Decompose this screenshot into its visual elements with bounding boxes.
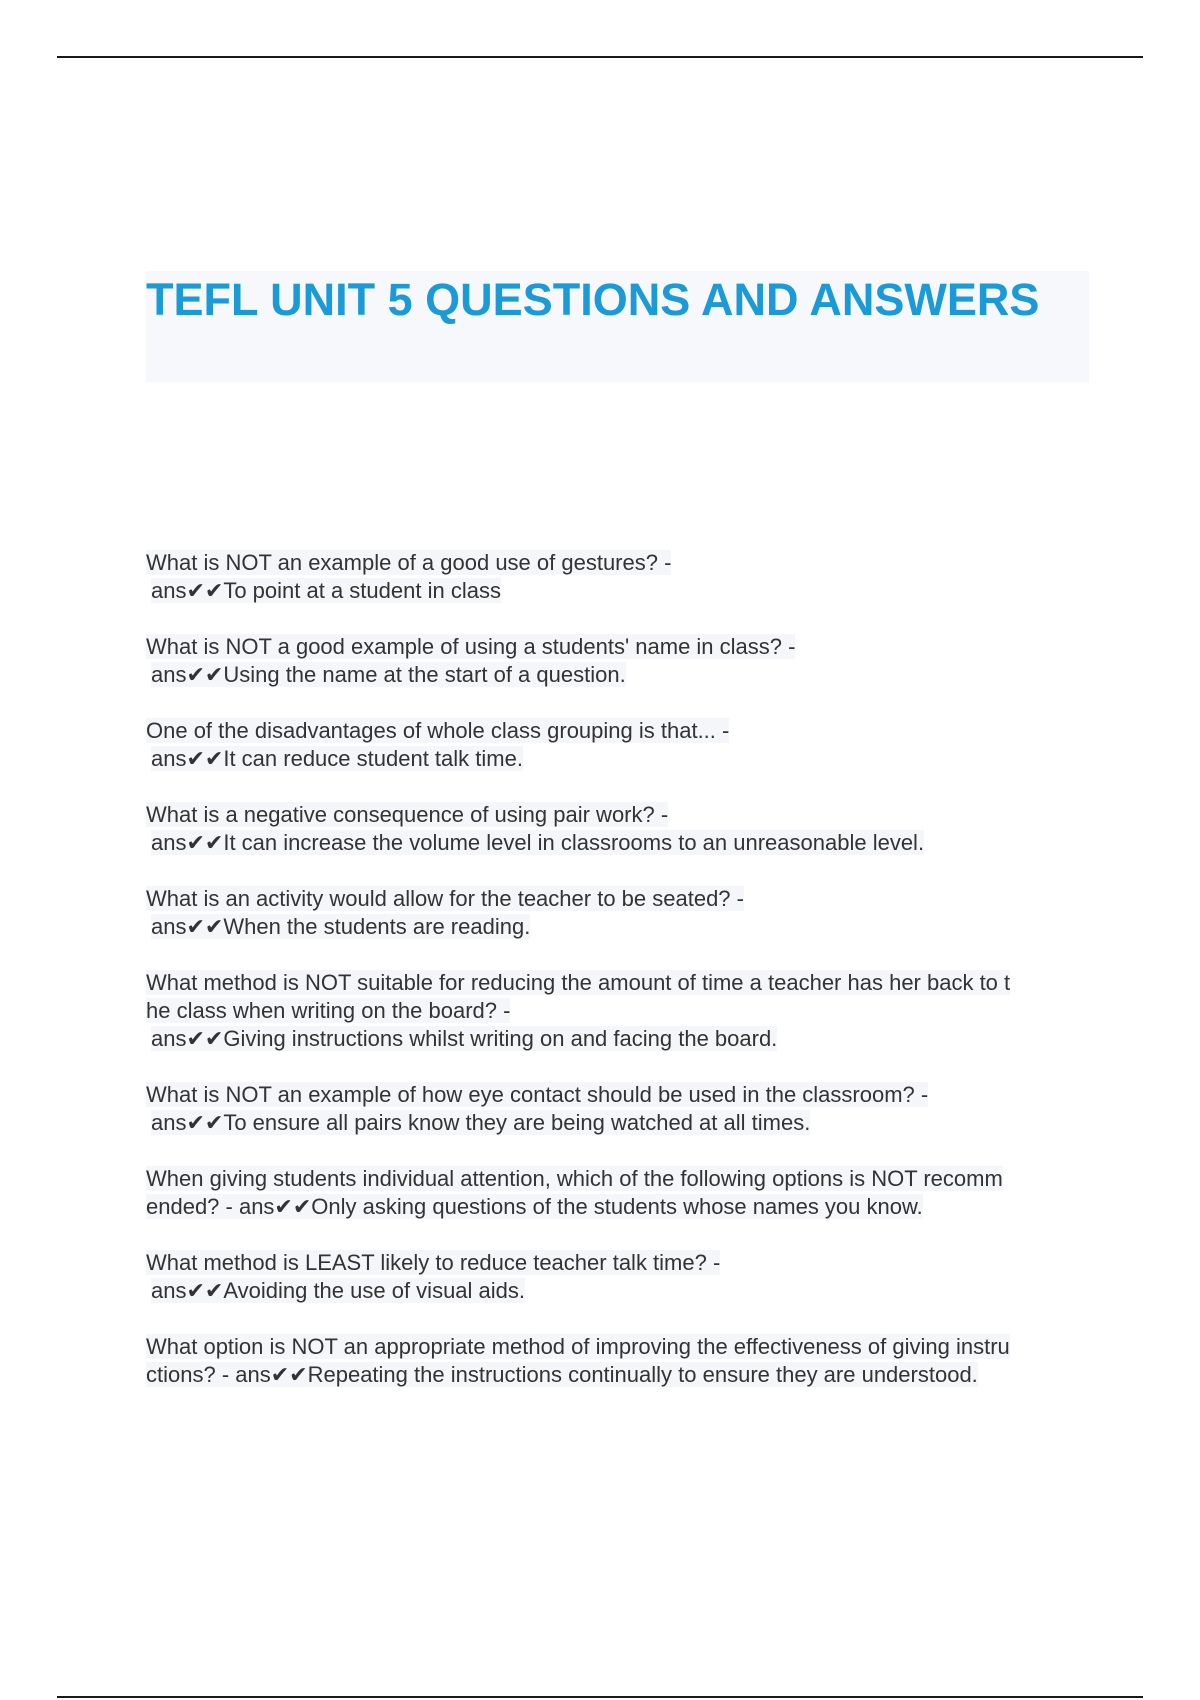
question-5: What is an activity would allow for the teacher to be seated? -	[146, 886, 744, 911]
qa-item-1	[146, 549, 1091, 605]
question-6: What method is NOT suitable for reducing the amount of time a teacher has her back to t he class when writing on the board? -	[146, 970, 1011, 1023]
qa-item-6	[146, 969, 1091, 1053]
answer-7: ans✔✔To ensure all pairs know they are being watched at all times.	[151, 1110, 811, 1135]
qa-item-8	[146, 1165, 1091, 1221]
document-title: TEFL UNIT 5 QUESTIONS AND ANSWERS	[146, 274, 1040, 325]
answer-5: ans✔✔When the students are reading.	[151, 914, 531, 939]
question-10: What option is NOT an appropriate method of improving the effectiveness of giving instru ctions? - ans✔✔Repeating the instructions continually to ensure they are understood.	[146, 1334, 1010, 1387]
question-4: What is a negative consequence of using pair work? -	[146, 802, 669, 827]
top-rule	[57, 56, 1143, 58]
answer-9: ans✔✔Avoiding the use of visual aids.	[151, 1278, 526, 1303]
bottom-rule	[57, 1696, 1143, 1698]
qa-list	[146, 549, 1091, 1417]
qa-item-2	[146, 633, 1091, 689]
answer-3: ans✔✔It can reduce student talk time.	[151, 746, 523, 771]
answer-1: ans✔✔To point at a student in class	[151, 578, 501, 603]
qa-item-4	[146, 801, 1091, 857]
qa-item-5	[146, 885, 1091, 941]
qa-item-9	[146, 1249, 1091, 1305]
question-9: What method is LEAST likely to reduce teacher talk time? -	[146, 1250, 721, 1275]
question-7: What is NOT an example of how eye contact should be used in the classroom? -	[146, 1082, 929, 1107]
question-2: What is NOT a good example of using a students' name in class? -	[146, 634, 796, 659]
qa-item-10	[146, 1333, 1091, 1389]
answer-2: ans✔✔Using the name at the start of a question.	[151, 662, 626, 687]
answer-4: ans✔✔It can increase the volume level in classrooms to an unreasonable level.	[151, 830, 925, 855]
question-1: What is NOT an example of a good use of gestures? -	[146, 550, 672, 575]
question-8: When giving students individual attention, which of the following options is NOT recomm ended? - ans✔✔Only asking questions of the students whose names you know.	[146, 1166, 1003, 1219]
qa-item-3	[146, 717, 1091, 773]
question-3: One of the disadvantages of whole class grouping is that... -	[146, 718, 730, 743]
answer-6: ans✔✔Giving instructions whilst writing on and facing the board.	[151, 1026, 778, 1051]
qa-item-7	[146, 1081, 1091, 1137]
